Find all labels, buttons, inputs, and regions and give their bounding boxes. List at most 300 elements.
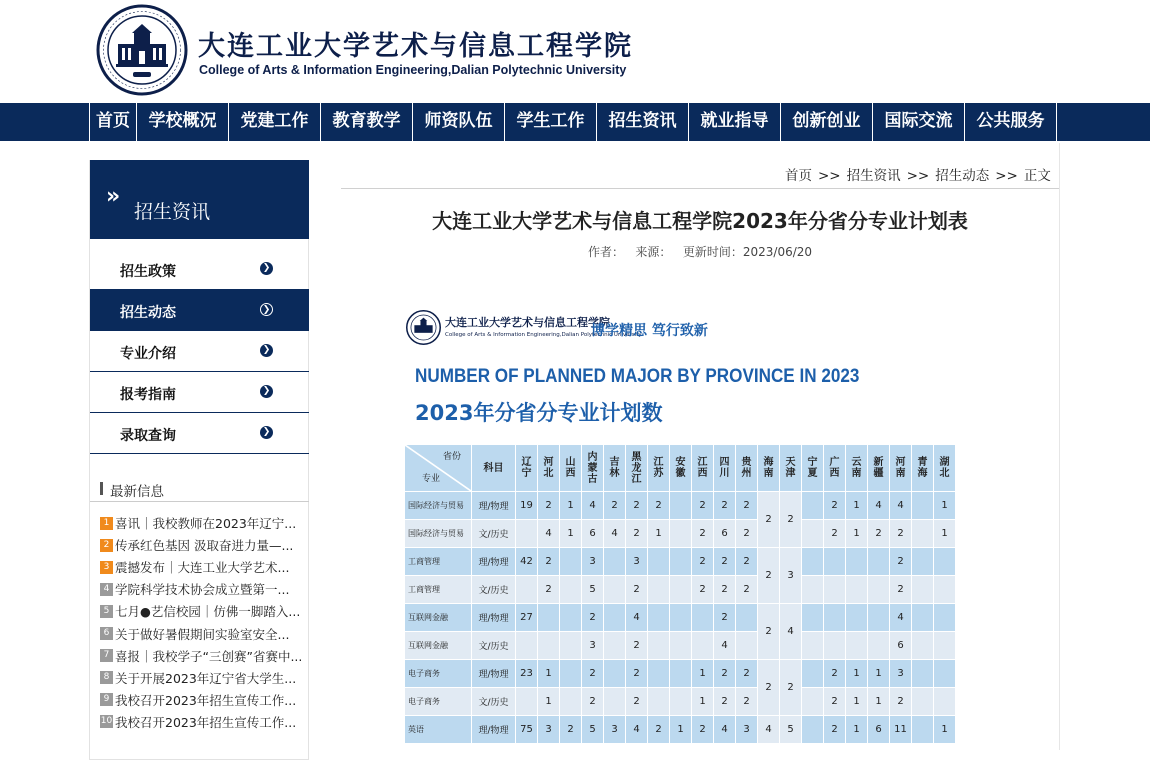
plan-count-cell	[560, 548, 582, 576]
news-item-title: 我校召开2023年招生宣传工作...	[115, 714, 297, 730]
table-row	[405, 576, 956, 604]
province-header: 安 徽	[670, 445, 692, 492]
plan-count-cell: 2	[626, 520, 648, 548]
plan-count-cell	[560, 576, 582, 604]
major-cell: 工商管理	[405, 576, 472, 604]
major-cell: 工商管理	[405, 548, 472, 576]
plan-count-cell: 2	[824, 520, 846, 548]
province-header: 江 苏	[648, 445, 670, 492]
plan-count-cell: 6	[868, 716, 890, 744]
plan-count-cell: 3	[736, 716, 758, 744]
merged-plan-cell: 2	[758, 492, 780, 548]
content-right-border	[1059, 143, 1060, 750]
plan-count-cell: 2	[714, 548, 736, 576]
plan-count-cell: 2	[736, 548, 758, 576]
plan-count-cell: 2	[736, 688, 758, 716]
plan-count-cell	[802, 576, 824, 604]
table-row	[405, 716, 956, 744]
plan-count-cell	[560, 688, 582, 716]
nav-innovation[interactable]: 创新创业	[781, 103, 873, 141]
province-header: 辽 宁	[516, 445, 538, 492]
province-header: 河 北	[538, 445, 560, 492]
plan-count-cell: 2	[692, 576, 714, 604]
province-header: 广 西	[824, 445, 846, 492]
nav-about[interactable]: 学校概况	[137, 103, 229, 141]
arrow-right-circle-icon: ❯	[260, 262, 273, 275]
news-item[interactable]	[100, 512, 305, 534]
rank-badge: 5	[100, 605, 113, 618]
major-cell: 电子商务	[405, 660, 472, 688]
sidebar-item-guide[interactable]	[90, 372, 309, 413]
plan-count-cell	[912, 604, 934, 632]
news-item[interactable]	[100, 534, 305, 556]
table-row	[405, 492, 956, 520]
plan-count-cell	[670, 548, 692, 576]
plan-count-cell: 6	[714, 520, 736, 548]
plan-count-cell	[802, 548, 824, 576]
merged-plan-cell: 2	[758, 660, 780, 716]
plan-count-cell	[824, 632, 846, 660]
plan-count-cell: 1	[846, 660, 868, 688]
plan-count-cell	[516, 688, 538, 716]
plan-count-cell: 2	[714, 576, 736, 604]
plan-count-cell: 3	[582, 632, 604, 660]
plan-count-cell	[648, 660, 670, 688]
news-item-title: 我校召开2023年招生宣传工作...	[115, 692, 297, 708]
merged-plan-cell: 2	[780, 660, 802, 716]
plan-count-cell: 4	[626, 604, 648, 632]
plan-count-cell: 2	[714, 660, 736, 688]
sidebar-item-label: 报考指南	[120, 387, 176, 403]
double-chevron-right-icon: »	[106, 184, 121, 209]
plan-count-cell: 2	[824, 660, 846, 688]
plan-count-cell: 1	[846, 492, 868, 520]
plan-count-cell: 4	[714, 716, 736, 744]
plan-count-cell: 27	[516, 604, 538, 632]
major-cell: 互联网金融	[405, 632, 472, 660]
school-logo-icon[interactable]	[96, 4, 188, 96]
sidebar-item-label: 录取查询	[120, 428, 176, 444]
subject-cell: 理/物理	[472, 548, 516, 576]
rank-badge: 9	[100, 693, 113, 706]
plan-count-cell: 2	[890, 688, 912, 716]
plan-count-cell: 5	[582, 716, 604, 744]
latest-news-list	[100, 512, 305, 733]
breadcrumb-current: 正文	[1023, 168, 1051, 184]
plan-count-cell: 3	[582, 548, 604, 576]
arrow-right-circle-icon: ❯	[260, 426, 273, 439]
merged-plan-cell: 5	[780, 716, 802, 744]
plan-count-cell	[604, 548, 626, 576]
plan-count-cell: 2	[626, 688, 648, 716]
main-nav	[0, 103, 1150, 141]
plan-count-cell: 3	[538, 716, 560, 744]
plan-count-cell	[934, 688, 956, 716]
province-header: 新 疆	[868, 445, 890, 492]
news-item[interactable]	[100, 711, 305, 733]
news-item[interactable]	[100, 578, 305, 600]
plan-count-cell	[648, 576, 670, 604]
plan-count-cell	[912, 660, 934, 688]
plan-count-cell	[538, 604, 560, 632]
plan-count-cell	[846, 548, 868, 576]
plan-count-cell	[670, 604, 692, 632]
plan-count-cell	[912, 548, 934, 576]
plan-count-cell	[648, 688, 670, 716]
sidebar-menu	[90, 249, 309, 454]
plan-count-cell	[868, 604, 890, 632]
poster-logo-icon	[406, 310, 441, 345]
plan-count-cell	[802, 492, 824, 520]
sidebar-item-policy[interactable]	[90, 249, 309, 290]
plan-count-cell: 2	[692, 520, 714, 548]
plan-count-cell: 1	[868, 660, 890, 688]
plan-count-cell: 2	[626, 492, 648, 520]
corner-major-label: 专业	[422, 474, 441, 484]
plan-count-cell	[802, 688, 824, 716]
province-header: 黑 龙 江	[626, 445, 648, 492]
plan-count-cell: 1	[846, 520, 868, 548]
plan-count-cell: 1	[846, 688, 868, 716]
plan-count-cell	[934, 660, 956, 688]
plan-count-cell: 2	[582, 688, 604, 716]
merged-plan-cell: 2	[758, 548, 780, 604]
plan-count-cell: 5	[582, 576, 604, 604]
plan-poster-image	[403, 300, 963, 750]
subject-cell: 文/历史	[472, 688, 516, 716]
major-cell: 国际经济与贸易	[405, 492, 472, 520]
major-cell: 国际经济与贸易	[405, 520, 472, 548]
plan-count-cell	[670, 632, 692, 660]
province-header: 海 南	[758, 445, 780, 492]
major-cell: 互联网金融	[405, 604, 472, 632]
plan-count-cell: 2	[890, 548, 912, 576]
plan-count-cell: 2	[626, 632, 648, 660]
sidebar-header	[90, 160, 309, 239]
plan-count-cell: 3	[604, 716, 626, 744]
plan-count-cell: 2	[626, 576, 648, 604]
nav-home[interactable]: 首页	[89, 103, 137, 141]
subject-cell: 理/物理	[472, 716, 516, 744]
site-header	[0, 0, 1150, 103]
plan-count-cell: 1	[934, 492, 956, 520]
plan-count-cell: 75	[516, 716, 538, 744]
nav-party[interactable]: 党建工作	[229, 103, 321, 141]
plan-count-cell	[692, 604, 714, 632]
plan-count-cell	[868, 632, 890, 660]
merged-plan-cell: 4	[758, 716, 780, 744]
plan-count-cell: 2	[736, 576, 758, 604]
nav-education[interactable]: 教育教学	[321, 103, 413, 141]
poster-heading-en: NUMBER OF PLANNED MAJOR BY PROVINCE IN 2023	[415, 366, 860, 387]
rank-badge: 1	[100, 517, 113, 530]
subject-cell: 理/物理	[472, 604, 516, 632]
plan-count-cell: 2	[538, 548, 560, 576]
major-cell: 电子商务	[405, 688, 472, 716]
breadcrumb-home[interactable]: 首页	[785, 168, 812, 184]
plan-count-cell: 1	[934, 520, 956, 548]
plan-count-cell	[516, 576, 538, 604]
plan-count-cell: 11	[890, 716, 912, 744]
plan-count-cell	[516, 520, 538, 548]
plan-count-cell: 2	[714, 688, 736, 716]
plan-count-cell	[670, 492, 692, 520]
subject-cell: 文/历史	[472, 520, 516, 548]
plan-count-cell: 2	[538, 492, 560, 520]
plan-count-cell	[802, 604, 824, 632]
breadcrumb-news[interactable]: 招生动态	[935, 168, 990, 184]
province-header: 江 西	[692, 445, 714, 492]
news-item-title: 七月●艺信校园｜仿佛一脚踏入...	[115, 604, 301, 620]
plan-count-cell: 4	[890, 604, 912, 632]
breadcrumb-divider	[341, 188, 1059, 189]
sidebar-item-label: 招生政策	[120, 264, 176, 280]
plan-count-cell: 2	[714, 492, 736, 520]
plan-count-cell: 1	[670, 716, 692, 744]
plan-count-cell: 6	[582, 520, 604, 548]
plan-count-cell: 2	[890, 576, 912, 604]
plan-count-cell	[824, 548, 846, 576]
plan-count-cell	[538, 632, 560, 660]
plan-count-cell: 2	[692, 492, 714, 520]
plan-count-cell: 23	[516, 660, 538, 688]
sidebar-item-majors[interactable]	[90, 331, 309, 372]
news-item-title: 传承红色基因 汲取奋进力量—...	[115, 538, 294, 554]
news-item[interactable]	[100, 689, 305, 711]
plan-count-cell: 3	[890, 660, 912, 688]
subject-cell: 文/历史	[472, 632, 516, 660]
plan-table	[404, 444, 956, 744]
plan-count-cell	[736, 632, 758, 660]
nav-students[interactable]: 学生工作	[505, 103, 597, 141]
plan-count-cell	[824, 604, 846, 632]
plan-table-body	[405, 492, 956, 744]
major-cell: 英语	[405, 716, 472, 744]
plan-count-cell: 2	[648, 492, 670, 520]
plan-count-cell: 1	[538, 660, 560, 688]
school-name-en: College of Arts & Information Engineering,Dalian Polytechnic University	[199, 63, 627, 77]
poster-school-name-cn: 大连工业大学艺术与信息工程学院	[445, 316, 610, 329]
plan-count-cell	[692, 632, 714, 660]
merged-plan-cell: 2	[758, 604, 780, 660]
news-item-title: 震撼发布｜大连工业大学艺术...	[115, 560, 290, 576]
plan-count-cell	[868, 576, 890, 604]
plan-count-cell: 3	[626, 548, 648, 576]
table-corner-header	[405, 445, 472, 492]
plan-count-cell	[560, 632, 582, 660]
plan-count-cell	[824, 576, 846, 604]
plan-count-cell: 2	[692, 716, 714, 744]
nav-admissions[interactable]: 招生资讯	[597, 103, 689, 141]
province-header: 宁 夏	[802, 445, 824, 492]
news-item[interactable]	[100, 622, 305, 644]
arrow-right-circle-icon: ❯	[260, 385, 273, 398]
breadcrumb-separator: >>	[906, 168, 930, 184]
rank-badge: 6	[100, 627, 113, 640]
news-item-title: 关于做好暑假期间实验室安全...	[115, 626, 290, 642]
article-title: 大连工业大学艺术与信息工程学院2023年分省分专业计划表	[432, 209, 968, 233]
diagonal-line-icon	[405, 445, 471, 491]
province-header: 青 海	[912, 445, 934, 492]
plan-count-cell	[868, 548, 890, 576]
news-item[interactable]	[100, 600, 305, 622]
plan-count-cell	[604, 688, 626, 716]
plan-count-cell: 2	[560, 716, 582, 744]
news-item-title: 学院科学技术协会成立暨第一...	[115, 582, 290, 598]
news-item-title: 关于开展2023年辽宁省大学生...	[115, 670, 297, 686]
plan-count-cell	[912, 688, 934, 716]
table-row	[405, 604, 956, 632]
province-header: 四 川	[714, 445, 736, 492]
rank-badge: 2	[100, 539, 113, 552]
plan-count-cell: 2	[692, 548, 714, 576]
plan-count-cell	[604, 632, 626, 660]
rank-badge: 3	[100, 561, 113, 574]
plan-count-cell	[516, 632, 538, 660]
plan-count-cell: 2	[868, 520, 890, 548]
subject-column-header: 科目	[472, 445, 516, 492]
rank-badge: 7	[100, 649, 113, 662]
plan-count-cell: 2	[890, 520, 912, 548]
province-header: 吉 林	[604, 445, 626, 492]
sidebar-item-label: 招生动态	[120, 305, 176, 321]
plan-count-cell: 2	[582, 604, 604, 632]
arrow-right-circle-icon: ❯	[260, 344, 273, 357]
plan-count-cell: 2	[604, 492, 626, 520]
plan-count-cell	[670, 688, 692, 716]
plan-count-cell: 4	[604, 520, 626, 548]
news-item[interactable]	[100, 556, 305, 578]
plan-count-cell: 2	[736, 520, 758, 548]
nav-international[interactable]: 国际交流	[873, 103, 965, 141]
plan-count-cell: 42	[516, 548, 538, 576]
school-name-cn: 大连工业大学艺术与信息工程学院	[198, 31, 633, 62]
subject-cell: 文/历史	[472, 576, 516, 604]
plan-count-cell	[934, 632, 956, 660]
plan-count-cell	[604, 604, 626, 632]
plan-count-cell	[670, 660, 692, 688]
rank-badge: 4	[100, 583, 113, 596]
plan-count-cell: 1	[560, 492, 582, 520]
sidebar-title: 招生资讯	[134, 201, 211, 223]
breadcrumb-separator: >>	[818, 168, 841, 184]
plan-count-cell: 19	[516, 492, 538, 520]
table-row	[405, 660, 956, 688]
plan-count-cell	[912, 576, 934, 604]
news-item[interactable]	[100, 667, 305, 689]
plan-count-cell	[912, 632, 934, 660]
plan-count-cell: 1	[868, 688, 890, 716]
table-row	[405, 520, 956, 548]
plan-count-cell: 2	[626, 660, 648, 688]
latest-news-title: 最新信息	[110, 484, 164, 500]
plan-count-cell: 4	[626, 716, 648, 744]
subject-cell: 理/物理	[472, 492, 516, 520]
sidebar-item-news[interactable]	[90, 290, 309, 331]
plan-count-cell	[934, 604, 956, 632]
plan-count-cell: 4	[582, 492, 604, 520]
plan-count-cell	[934, 576, 956, 604]
sidebar	[89, 160, 309, 760]
plan-count-cell: 4	[714, 632, 736, 660]
rank-badge: 10	[100, 716, 113, 727]
plan-count-cell: 6	[890, 632, 912, 660]
breadcrumb-admissions[interactable]: 招生资讯	[846, 168, 901, 184]
plan-count-cell: 4	[538, 520, 560, 548]
news-item[interactable]	[100, 645, 305, 667]
plan-count-cell	[802, 520, 824, 548]
article-meta: 作者： 来源： 更新时间：2023/06/20	[587, 245, 813, 259]
plan-count-cell	[846, 576, 868, 604]
poster-motto: 博学精思 笃行致新	[591, 323, 708, 339]
table-row	[405, 688, 956, 716]
plan-count-cell	[912, 492, 934, 520]
plan-count-cell	[934, 548, 956, 576]
plan-count-cell: 2	[582, 660, 604, 688]
plan-count-cell: 1	[692, 688, 714, 716]
plan-count-cell	[846, 632, 868, 660]
province-header: 河 南	[890, 445, 912, 492]
plan-count-cell: 1	[692, 660, 714, 688]
plan-count-cell: 1	[560, 520, 582, 548]
plan-count-cell	[648, 548, 670, 576]
province-header: 云 南	[846, 445, 868, 492]
latest-news-heading	[90, 480, 309, 502]
plan-count-cell	[670, 576, 692, 604]
merged-plan-cell: 3	[780, 548, 802, 604]
plan-count-cell	[670, 520, 692, 548]
merged-plan-cell: 4	[780, 604, 802, 660]
poster-school-name-en: College of Arts & Information Engineering,Dalian Polytechnic University	[445, 332, 642, 338]
news-item-title: 喜报｜我校学子“三创赛”省赛中...	[115, 648, 303, 664]
subject-cell: 理/物理	[472, 660, 516, 688]
plan-count-cell: 2	[736, 492, 758, 520]
arrow-right-circle-icon: ❯	[260, 303, 273, 316]
table-row	[405, 632, 956, 660]
nav-faculty[interactable]: 师资队伍	[413, 103, 505, 141]
province-header: 天 津	[780, 445, 802, 492]
plan-count-cell: 4	[890, 492, 912, 520]
plan-count-cell	[802, 716, 824, 744]
plan-count-cell: 1	[648, 520, 670, 548]
plan-count-cell	[736, 604, 758, 632]
merged-plan-cell: 2	[780, 492, 802, 548]
plan-count-cell: 2	[648, 716, 670, 744]
plan-count-cell	[560, 660, 582, 688]
province-header: 贵 州	[736, 445, 758, 492]
plan-count-cell: 1	[934, 716, 956, 744]
rank-badge: 8	[100, 671, 113, 684]
plan-count-cell: 4	[868, 492, 890, 520]
breadcrumb	[785, 164, 1051, 184]
plan-count-cell	[912, 716, 934, 744]
province-header: 山 西	[560, 445, 582, 492]
plan-count-cell	[846, 604, 868, 632]
plan-count-cell: 1	[538, 688, 560, 716]
plan-count-cell	[648, 632, 670, 660]
province-header: 湖 北	[934, 445, 956, 492]
nav-public-service[interactable]: 公共服务	[965, 103, 1057, 141]
sidebar-item-label: 专业介绍	[120, 346, 176, 362]
plan-count-cell	[604, 660, 626, 688]
plan-count-cell	[912, 520, 934, 548]
plan-count-cell: 2	[824, 492, 846, 520]
plan-table-header	[405, 445, 956, 492]
breadcrumb-separator: >>	[995, 168, 1018, 184]
nav-employment[interactable]: 就业指导	[689, 103, 781, 141]
table-row	[405, 548, 956, 576]
sidebar-item-results[interactable]	[90, 413, 309, 454]
